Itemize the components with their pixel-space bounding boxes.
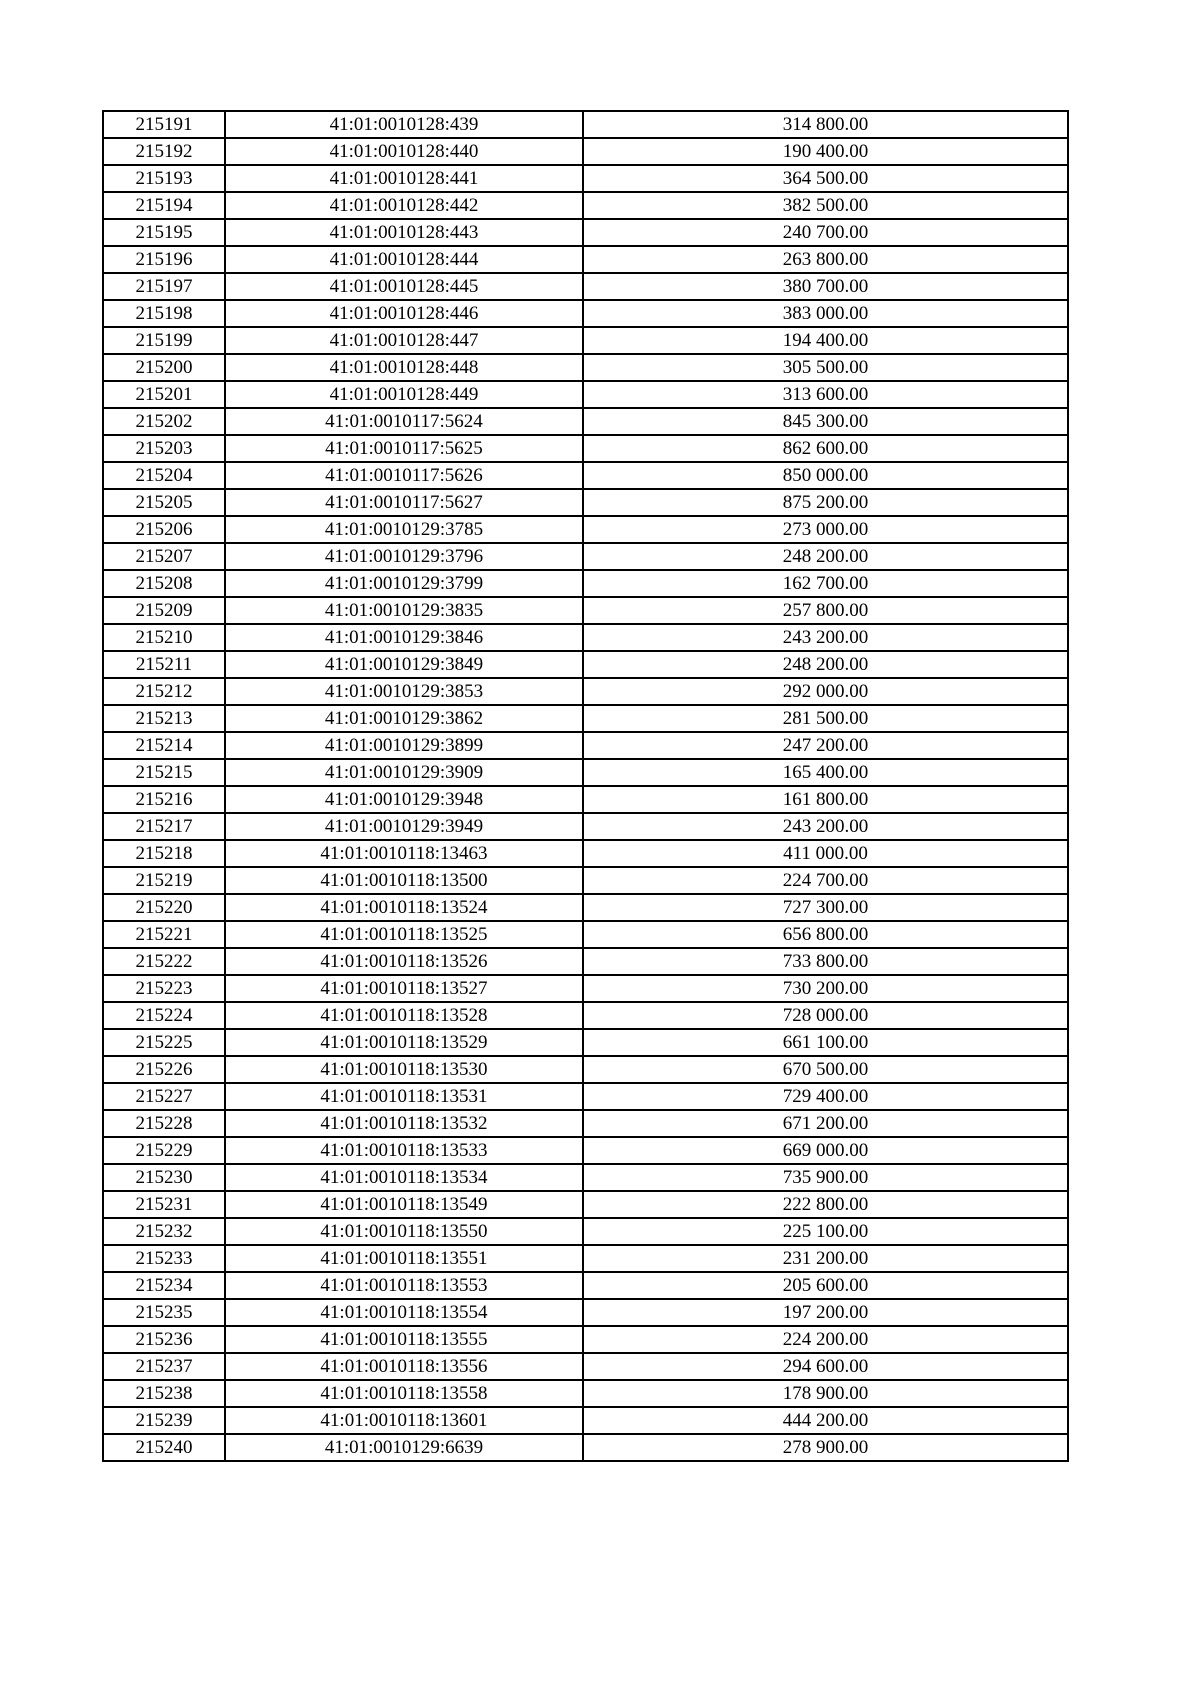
- row-number-cell: 215211: [103, 651, 225, 678]
- row-number-cell: 215206: [103, 516, 225, 543]
- value-cell: 728 000.00: [583, 1002, 1068, 1029]
- table-row: [103, 246, 1068, 273]
- row-number-cell: 215193: [103, 165, 225, 192]
- row-number-cell: 215220: [103, 894, 225, 921]
- cadastral-number-cell: 41:01:0010128:444: [225, 246, 583, 273]
- cadastral-number-cell: 41:01:0010118:13533: [225, 1137, 583, 1164]
- row-number-cell: 215221: [103, 921, 225, 948]
- table-row: [103, 651, 1068, 678]
- cadastral-number-cell: 41:01:0010128:439: [225, 111, 583, 138]
- value-cell: 669 000.00: [583, 1137, 1068, 1164]
- table-row: [103, 813, 1068, 840]
- row-number-cell: 215218: [103, 840, 225, 867]
- row-number-cell: 215224: [103, 1002, 225, 1029]
- cadastral-number-cell: 41:01:0010118:13527: [225, 975, 583, 1002]
- value-cell: 248 200.00: [583, 543, 1068, 570]
- row-number-cell: 215231: [103, 1191, 225, 1218]
- row-number-cell: 215204: [103, 462, 225, 489]
- value-cell: 292 000.00: [583, 678, 1068, 705]
- value-cell: 178 900.00: [583, 1380, 1068, 1407]
- row-number-cell: 215239: [103, 1407, 225, 1434]
- cadastral-number-cell: 41:01:0010118:13550: [225, 1218, 583, 1245]
- cadastral-number-cell: 41:01:0010118:13556: [225, 1353, 583, 1380]
- value-cell: 197 200.00: [583, 1299, 1068, 1326]
- value-cell: 380 700.00: [583, 273, 1068, 300]
- cadastral-number-cell: 41:01:0010129:3949: [225, 813, 583, 840]
- table-row: [103, 570, 1068, 597]
- row-number-cell: 215209: [103, 597, 225, 624]
- table-row: [103, 219, 1068, 246]
- value-cell: 845 300.00: [583, 408, 1068, 435]
- cadastral-number-cell: 41:01:0010128:449: [225, 381, 583, 408]
- cadastral-number-cell: 41:01:0010129:3796: [225, 543, 583, 570]
- value-cell: 850 000.00: [583, 462, 1068, 489]
- row-number-cell: 215225: [103, 1029, 225, 1056]
- value-cell: 411 000.00: [583, 840, 1068, 867]
- row-number-cell: 215202: [103, 408, 225, 435]
- cadastral-number-cell: 41:01:0010118:13529: [225, 1029, 583, 1056]
- table-row: [103, 759, 1068, 786]
- table-row: [103, 543, 1068, 570]
- cadastral-number-cell: 41:01:0010129:3853: [225, 678, 583, 705]
- cadastral-number-cell: 41:01:0010117:5625: [225, 435, 583, 462]
- value-cell: 273 000.00: [583, 516, 1068, 543]
- cadastral-number-cell: 41:01:0010129:3948: [225, 786, 583, 813]
- row-number-cell: 215217: [103, 813, 225, 840]
- table-body: [103, 111, 1068, 1461]
- table-row: [103, 1056, 1068, 1083]
- value-cell: 224 200.00: [583, 1326, 1068, 1353]
- row-number-cell: 215197: [103, 273, 225, 300]
- row-number-cell: 215232: [103, 1218, 225, 1245]
- value-cell: 294 600.00: [583, 1353, 1068, 1380]
- value-cell: 222 800.00: [583, 1191, 1068, 1218]
- row-number-cell: 215199: [103, 327, 225, 354]
- row-number-cell: 215215: [103, 759, 225, 786]
- table-row: [103, 1164, 1068, 1191]
- value-cell: 670 500.00: [583, 1056, 1068, 1083]
- cadastral-number-cell: 41:01:0010118:13553: [225, 1272, 583, 1299]
- cadastral-number-cell: 41:01:0010118:13558: [225, 1380, 583, 1407]
- cadastral-number-cell: 41:01:0010129:3799: [225, 570, 583, 597]
- cadastral-number-cell: 41:01:0010129:3862: [225, 705, 583, 732]
- table-row: [103, 975, 1068, 1002]
- table-row: [103, 732, 1068, 759]
- row-number-cell: 215203: [103, 435, 225, 462]
- table-row: [103, 1434, 1068, 1461]
- table-row: [103, 948, 1068, 975]
- table-row: [103, 786, 1068, 813]
- value-cell: 165 400.00: [583, 759, 1068, 786]
- cadastral-number-cell: 41:01:0010118:13526: [225, 948, 583, 975]
- row-number-cell: 215237: [103, 1353, 225, 1380]
- table-row: [103, 516, 1068, 543]
- value-cell: 224 700.00: [583, 867, 1068, 894]
- cadastral-number-cell: 41:01:0010129:3899: [225, 732, 583, 759]
- table-row: [103, 678, 1068, 705]
- table-row: [103, 408, 1068, 435]
- cadastral-number-cell: 41:01:0010118:13531: [225, 1083, 583, 1110]
- value-cell: 661 100.00: [583, 1029, 1068, 1056]
- value-cell: 240 700.00: [583, 219, 1068, 246]
- value-cell: 729 400.00: [583, 1083, 1068, 1110]
- table-row: [103, 327, 1068, 354]
- row-number-cell: 215233: [103, 1245, 225, 1272]
- row-number-cell: 215216: [103, 786, 225, 813]
- table-row: [103, 462, 1068, 489]
- row-number-cell: 215219: [103, 867, 225, 894]
- value-cell: 382 500.00: [583, 192, 1068, 219]
- cadastral-number-cell: 41:01:0010118:13549: [225, 1191, 583, 1218]
- value-cell: 671 200.00: [583, 1110, 1068, 1137]
- table-row: [103, 1245, 1068, 1272]
- table-row: [103, 1029, 1068, 1056]
- table-row: [103, 921, 1068, 948]
- cadastral-number-cell: 41:01:0010118:13554: [225, 1299, 583, 1326]
- value-cell: 162 700.00: [583, 570, 1068, 597]
- table-row: [103, 1380, 1068, 1407]
- row-number-cell: 215227: [103, 1083, 225, 1110]
- table-row: [103, 597, 1068, 624]
- value-cell: 730 200.00: [583, 975, 1068, 1002]
- value-cell: 313 600.00: [583, 381, 1068, 408]
- cadastral-number-cell: 41:01:0010117:5624: [225, 408, 583, 435]
- table-row: [103, 867, 1068, 894]
- row-number-cell: 215198: [103, 300, 225, 327]
- value-cell: 248 200.00: [583, 651, 1068, 678]
- table-row: [103, 300, 1068, 327]
- table-row: [103, 489, 1068, 516]
- cadastral-number-cell: 41:01:0010129:3785: [225, 516, 583, 543]
- value-cell: 190 400.00: [583, 138, 1068, 165]
- table-row: [103, 705, 1068, 732]
- value-cell: 247 200.00: [583, 732, 1068, 759]
- row-number-cell: 215236: [103, 1326, 225, 1353]
- table-row: [103, 840, 1068, 867]
- cadastral-number-cell: 41:01:0010128:448: [225, 354, 583, 381]
- table-row: [103, 381, 1068, 408]
- cadastral-number-cell: 41:01:0010128:443: [225, 219, 583, 246]
- table-row: [103, 111, 1068, 138]
- row-number-cell: 215205: [103, 489, 225, 516]
- row-number-cell: 215235: [103, 1299, 225, 1326]
- cadastral-number-cell: 41:01:0010118:13601: [225, 1407, 583, 1434]
- document-table-container: [102, 110, 1067, 1462]
- table-row: [103, 1218, 1068, 1245]
- cadastral-number-cell: 41:01:0010128:445: [225, 273, 583, 300]
- row-number-cell: 215213: [103, 705, 225, 732]
- value-cell: 225 100.00: [583, 1218, 1068, 1245]
- cadastral-number-cell: 41:01:0010128:442: [225, 192, 583, 219]
- cadastral-number-cell: 41:01:0010118:13551: [225, 1245, 583, 1272]
- value-cell: 231 200.00: [583, 1245, 1068, 1272]
- value-cell: 364 500.00: [583, 165, 1068, 192]
- value-cell: 727 300.00: [583, 894, 1068, 921]
- value-cell: 278 900.00: [583, 1434, 1068, 1461]
- cadastral-number-cell: 41:01:0010118:13534: [225, 1164, 583, 1191]
- value-cell: 862 600.00: [583, 435, 1068, 462]
- row-number-cell: 215226: [103, 1056, 225, 1083]
- row-number-cell: 215212: [103, 678, 225, 705]
- row-number-cell: 215195: [103, 219, 225, 246]
- table-row: [103, 1299, 1068, 1326]
- table-row: [103, 1110, 1068, 1137]
- table-row: [103, 1407, 1068, 1434]
- row-number-cell: 215194: [103, 192, 225, 219]
- table-row: [103, 1137, 1068, 1164]
- row-number-cell: 215191: [103, 111, 225, 138]
- cadastral-value-table: [102, 110, 1069, 1462]
- cadastral-number-cell: 41:01:0010129:3846: [225, 624, 583, 651]
- value-cell: 194 400.00: [583, 327, 1068, 354]
- cadastral-number-cell: 41:01:0010129:3849: [225, 651, 583, 678]
- value-cell: 383 000.00: [583, 300, 1068, 327]
- row-number-cell: 215200: [103, 354, 225, 381]
- cadastral-number-cell: 41:01:0010118:13463: [225, 840, 583, 867]
- row-number-cell: 215196: [103, 246, 225, 273]
- row-number-cell: 215223: [103, 975, 225, 1002]
- row-number-cell: 215192: [103, 138, 225, 165]
- value-cell: 243 200.00: [583, 624, 1068, 651]
- cadastral-number-cell: 41:01:0010128:446: [225, 300, 583, 327]
- value-cell: 735 900.00: [583, 1164, 1068, 1191]
- value-cell: 656 800.00: [583, 921, 1068, 948]
- cadastral-number-cell: 41:01:0010129:6639: [225, 1434, 583, 1461]
- table-row: [103, 165, 1068, 192]
- value-cell: 257 800.00: [583, 597, 1068, 624]
- table-row: [103, 1191, 1068, 1218]
- row-number-cell: 215208: [103, 570, 225, 597]
- row-number-cell: 215234: [103, 1272, 225, 1299]
- cadastral-number-cell: 41:01:0010128:447: [225, 327, 583, 354]
- table-row: [103, 894, 1068, 921]
- cadastral-number-cell: 41:01:0010118:13555: [225, 1326, 583, 1353]
- table-row: [103, 354, 1068, 381]
- cadastral-number-cell: 41:01:0010118:13500: [225, 867, 583, 894]
- value-cell: 305 500.00: [583, 354, 1068, 381]
- value-cell: 314 800.00: [583, 111, 1068, 138]
- row-number-cell: 215228: [103, 1110, 225, 1137]
- row-number-cell: 215238: [103, 1380, 225, 1407]
- row-number-cell: 215240: [103, 1434, 225, 1461]
- cadastral-number-cell: 41:01:0010117:5627: [225, 489, 583, 516]
- cadastral-number-cell: 41:01:0010118:13532: [225, 1110, 583, 1137]
- table-row: [103, 1326, 1068, 1353]
- table-row: [103, 1272, 1068, 1299]
- cadastral-number-cell: 41:01:0010129:3909: [225, 759, 583, 786]
- table-row: [103, 624, 1068, 651]
- cadastral-number-cell: 41:01:0010118:13525: [225, 921, 583, 948]
- row-number-cell: 215222: [103, 948, 225, 975]
- cadastral-number-cell: 41:01:0010118:13528: [225, 1002, 583, 1029]
- value-cell: 281 500.00: [583, 705, 1068, 732]
- value-cell: 263 800.00: [583, 246, 1068, 273]
- cadastral-number-cell: 41:01:0010128:441: [225, 165, 583, 192]
- cadastral-number-cell: 41:01:0010118:13524: [225, 894, 583, 921]
- table-row: [103, 1002, 1068, 1029]
- value-cell: 205 600.00: [583, 1272, 1068, 1299]
- value-cell: 161 800.00: [583, 786, 1068, 813]
- table-row: [103, 1083, 1068, 1110]
- value-cell: 444 200.00: [583, 1407, 1068, 1434]
- cadastral-number-cell: 41:01:0010118:13530: [225, 1056, 583, 1083]
- row-number-cell: 215214: [103, 732, 225, 759]
- table-row: [103, 192, 1068, 219]
- row-number-cell: 215230: [103, 1164, 225, 1191]
- value-cell: 875 200.00: [583, 489, 1068, 516]
- value-cell: 733 800.00: [583, 948, 1068, 975]
- row-number-cell: 215207: [103, 543, 225, 570]
- row-number-cell: 215210: [103, 624, 225, 651]
- cadastral-number-cell: 41:01:0010117:5626: [225, 462, 583, 489]
- table-row: [103, 1353, 1068, 1380]
- row-number-cell: 215201: [103, 381, 225, 408]
- cadastral-number-cell: 41:01:0010128:440: [225, 138, 583, 165]
- table-row: [103, 435, 1068, 462]
- value-cell: 243 200.00: [583, 813, 1068, 840]
- row-number-cell: 215229: [103, 1137, 225, 1164]
- cadastral-number-cell: 41:01:0010129:3835: [225, 597, 583, 624]
- table-row: [103, 138, 1068, 165]
- table-row: [103, 273, 1068, 300]
